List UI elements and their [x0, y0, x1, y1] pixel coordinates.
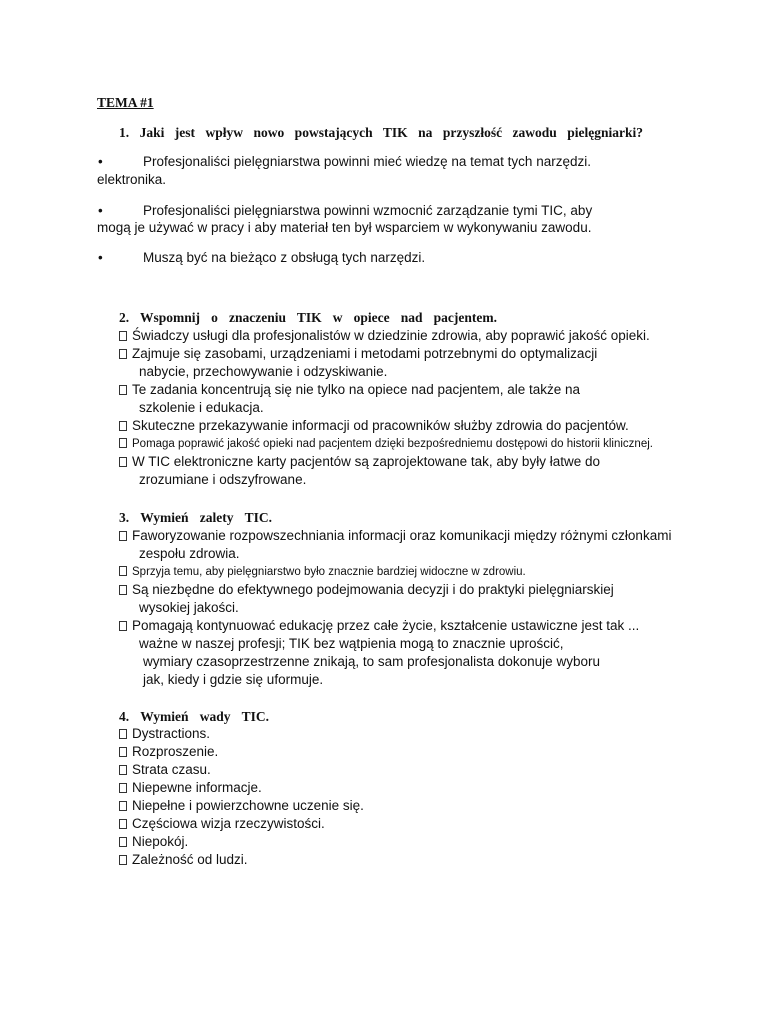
- checkbox-bullet-icon: [119, 783, 127, 793]
- checkbox-bullet-icon: [119, 349, 127, 359]
- q3-item-4-line-3: wymiary czasoprzestrzenne znikają, to sam profesjonalista dokonuje wyboru: [143, 654, 600, 669]
- q3-item-1-line-2: zespołu zdrowia.: [139, 546, 240, 561]
- q3-list: [119, 527, 699, 689]
- q1-bullet-1-marker: •: [98, 154, 103, 169]
- q3-item-3-line-2: wysokiej jakości.: [139, 600, 239, 615]
- q1-bullet-1-line-2: elektronika.: [97, 172, 167, 187]
- q2-item-2-line-2: nabycie, przechowywanie i odzyskiwanie.: [139, 364, 388, 379]
- checkbox-bullet-icon: [119, 531, 127, 541]
- q2-item-1-line-1: Świadczy usługi dla profesjonalistów w dziedzinie zdrowia, aby poprawić jakość opieki.: [132, 328, 650, 343]
- q4-item-6-text: Częściowa wizja rzeczywistości.: [132, 816, 325, 831]
- checkbox-bullet-icon: [119, 621, 127, 631]
- q4-item: [119, 725, 519, 743]
- q4-item-7-text: Niepokój.: [132, 834, 189, 849]
- question-3-heading: 3. Wymień zalety TIC.: [119, 510, 272, 525]
- q3-item-4-line-4: jak, kiedy i gdzie się uformuje.: [143, 672, 324, 687]
- document-title: TEMA #1: [97, 95, 154, 110]
- q4-item: [119, 779, 519, 797]
- q3-item-1-line-1: Faworyzowanie rozpowszechniania informacji oraz komunikacji między różnymi członkami: [132, 528, 672, 543]
- q3-item-1: [119, 527, 699, 563]
- q4-item: [119, 815, 519, 833]
- checkbox-bullet-icon: [119, 457, 127, 467]
- q3-item-3: [119, 581, 699, 617]
- checkbox-bullet-icon: [119, 819, 127, 829]
- checkbox-bullet-icon: [119, 421, 127, 431]
- q3-item-3-line-1: Są niezbędne do efektywnego podejmowania decyzji i do praktyki pielęgniarskiej: [132, 582, 614, 597]
- q4-item: [119, 797, 519, 815]
- checkbox-bullet-icon: [119, 837, 127, 847]
- q2-item-5: [119, 435, 689, 453]
- q1-bullet-1-line-1: Profesjonaliści pielęgniarstwa powinni mieć wiedzę na temat tych narzędzi.: [143, 154, 591, 169]
- question-4-heading: 4. Wymień wady TIC.: [119, 709, 269, 724]
- question-2-heading: 2. Wspomnij o znaczeniu TIK w opiece nad pacjentem.: [119, 310, 497, 325]
- q2-item-2-line-1: Zajmuje się zasobami, urządzeniami i metodami potrzebnymi do optymalizacji: [132, 346, 598, 361]
- q1-bullet-2-marker: •: [98, 203, 103, 218]
- q2-item-6-line-2: zrozumiane i odszyfrowane.: [139, 472, 307, 487]
- question-1-heading: 1. Jaki jest wpływ nowo powstających TIK na przyszłość zawodu pielęgniarki?: [119, 125, 643, 140]
- q4-item-5-text: Niepełne i powierzchowne uczenie się.: [132, 798, 364, 813]
- q4-item: [119, 761, 519, 779]
- q4-item: [119, 833, 519, 851]
- q3-item-2: [119, 563, 699, 581]
- q1-bullet-2-line-2: mogą je używać w pracy i aby materiał ten był wsparciem w wykonywaniu zawodu.: [97, 220, 592, 235]
- q2-item-4: [119, 417, 689, 435]
- q2-item-4-line-1: Skuteczne przekazywanie informacji od pracowników służby zdrowia do pacjentów.: [132, 418, 629, 433]
- checkbox-bullet-icon: [119, 438, 127, 448]
- q2-item-3: [119, 381, 689, 417]
- q4-item-8-text: Zależność od ludzi.: [132, 852, 248, 867]
- checkbox-bullet-icon: [119, 566, 127, 576]
- q3-item-2-line-1: Sprzyja temu, aby pielęgniarstwo było znacznie bardziej widoczne w zdrowiu.: [132, 566, 526, 578]
- q4-item: [119, 743, 519, 761]
- checkbox-bullet-icon: [119, 729, 127, 739]
- checkbox-bullet-icon: [119, 765, 127, 775]
- q1-bullet-3-marker: •: [98, 250, 103, 265]
- q2-item-3-line-2: szkolenie i edukacja.: [139, 400, 264, 415]
- checkbox-bullet-icon: [119, 855, 127, 865]
- q2-item-1: [119, 327, 689, 345]
- q3-item-4: [119, 617, 699, 689]
- q2-item-3-line-1: Te zadania koncentrują się nie tylko na opiece nad pacjentem, ale także na: [132, 382, 581, 397]
- checkbox-bullet-icon: [119, 385, 127, 395]
- q4-item-4-text: Niepewne informacje.: [132, 780, 262, 795]
- q4-item-2-text: Rozproszenie.: [132, 744, 219, 759]
- q4-item-3-text: Strata czasu.: [132, 762, 211, 777]
- checkbox-bullet-icon: [119, 747, 127, 757]
- q2-list: [119, 327, 689, 489]
- q2-item-5-line-1: Pomaga poprawić jakość opieki nad pacjentem dzięki bezpośredniemu dostępowi do historii klinicznej.: [132, 438, 653, 450]
- q4-item-1-text: Dystractions.: [132, 726, 211, 741]
- checkbox-bullet-icon: [119, 331, 127, 341]
- q2-item-2: [119, 345, 689, 381]
- q2-item-6: [119, 453, 689, 489]
- q4-list: [119, 725, 519, 869]
- q3-item-4-line-2: ważne w naszej profesji; TIK bez wątpienia mogą to znacznie uprościć,: [139, 636, 564, 651]
- checkbox-bullet-icon: [119, 801, 127, 811]
- q1-bullet-2-line-1: Profesjonaliści pielęgniarstwa powinni wzmocnić zarządzanie tymi TIC, aby: [143, 203, 593, 218]
- q2-item-6-line-1: W TIC elektroniczne karty pacjentów są zaprojektowane tak, aby były łatwe do: [132, 454, 600, 469]
- q4-item: [119, 851, 519, 869]
- checkbox-bullet-icon: [119, 585, 127, 595]
- q1-bullet-3-line-1: Muszą być na bieżąco z obsługą tych narzędzi.: [143, 250, 426, 265]
- q3-item-4-line-1: Pomagają kontynuować edukację przez całe życie, kształcenie ustawiczne jest tak ...: [132, 618, 640, 633]
